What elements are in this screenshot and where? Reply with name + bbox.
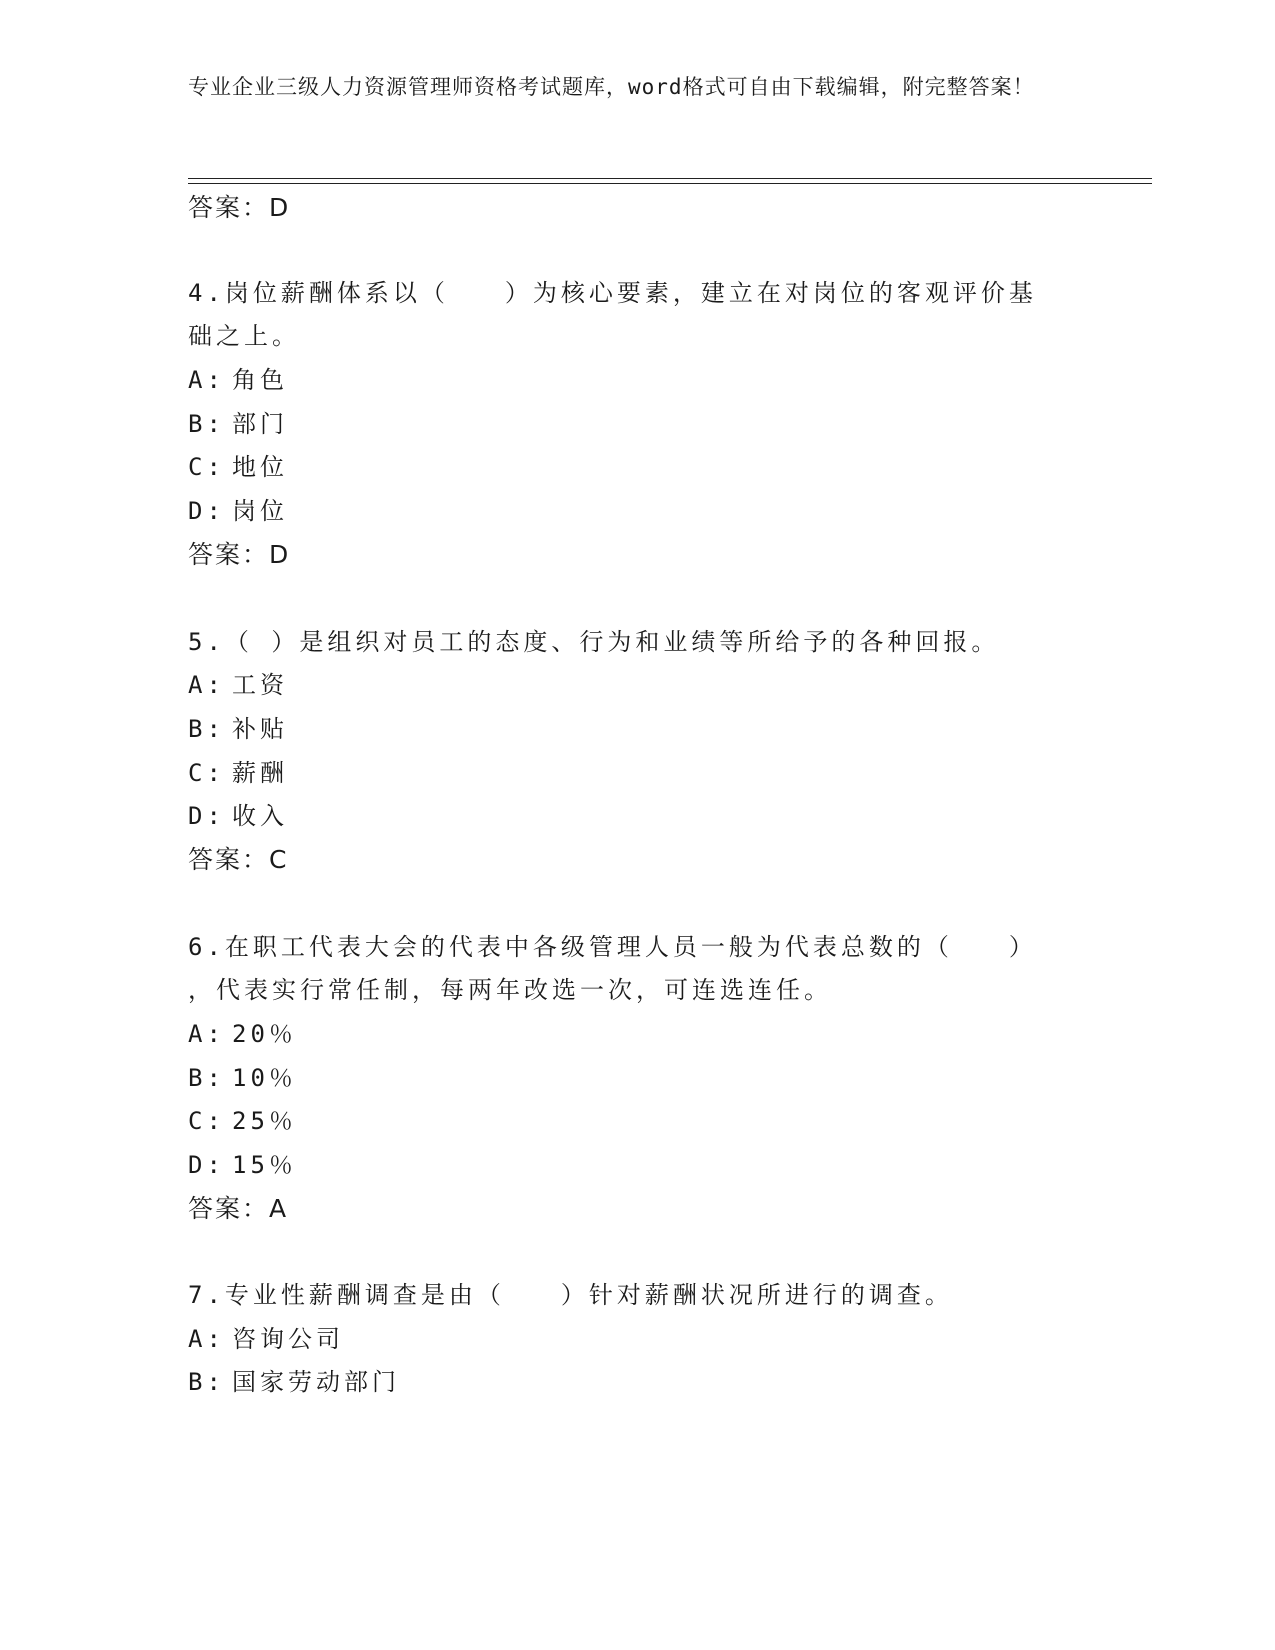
option-text: 10％ [232,1064,297,1092]
question-4-answer: 答案：D [188,540,291,569]
option-letter: C: [188,1107,225,1135]
question-5-answer: 答案：C [188,845,289,874]
option-letter: A: [188,671,225,699]
question-5-stem: 5.（ ）是组织对员工的态度、行为和业绩等所给予的各种回报。 [188,628,1000,656]
question-4-stem-continued: 础之上。 [188,322,300,350]
option-text: 20％ [232,1020,297,1048]
option-text: 国家劳动部门 [232,1368,400,1396]
option-letter: C: [188,453,225,481]
question-5-option-b [188,713,288,745]
option-text: 25％ [232,1107,297,1135]
question-4-option-a [188,364,288,396]
option-text: 岗位 [232,497,288,525]
question-6-stem: 6.在职工代表大会的代表中各级管理人员一般为代表总数的（ ） [188,933,1037,961]
option-text: 补贴 [232,715,288,743]
question-6-option-d [188,1149,297,1181]
question-7-option-a [188,1323,344,1355]
option-text: 收入 [232,802,288,830]
question-6-stem-continued: ，代表实行常任制，每两年改选一次，可连选连任。 [188,976,832,1004]
header-divider-second [188,183,1152,184]
question-5-option-a [188,669,288,701]
option-letter: C: [188,759,225,787]
option-letter: B: [188,1368,225,1396]
question-4-stem: 4.岗位薪酬体系以（ ）为核心要素，建立在对岗位的客观评价基 [188,279,1037,307]
option-letter: B: [188,1064,225,1092]
option-text: 角色 [232,366,288,394]
question-5-option-c [188,757,288,789]
question-6-option-b [188,1062,297,1094]
option-text: 薪酬 [232,759,288,787]
question-4-option-c [188,451,288,483]
option-text: 工资 [232,671,288,699]
option-letter: D: [188,1151,225,1179]
option-text: 地位 [232,453,288,481]
option-text: 咨询公司 [232,1325,344,1353]
option-letter: B: [188,715,225,743]
option-text: 15％ [232,1151,297,1179]
question-6-option-a [188,1018,297,1050]
question-5-option-d [188,800,288,832]
option-letter: A: [188,1020,225,1048]
option-text: 部门 [232,410,288,438]
answer-line: 答案：D [188,193,291,222]
option-letter: D: [188,802,225,830]
header-divider [188,178,1152,179]
question-4-option-b [188,408,288,440]
question-6-option-c [188,1105,297,1137]
option-letter: D: [188,497,225,525]
question-4-option-d [188,495,288,527]
option-letter: B: [188,410,225,438]
option-letter: A: [188,366,225,394]
document-header: 专业企业三级人力资源管理师资格考试题库，word格式可自由下载编辑，附完整答案！ [188,75,1035,99]
question-7-option-b [188,1366,400,1398]
question-7-stem: 7.专业性薪酬调查是由（ ）针对薪酬状况所进行的调查。 [188,1281,953,1309]
option-letter: A: [188,1325,225,1353]
question-6-answer: 答案：A [188,1194,289,1223]
